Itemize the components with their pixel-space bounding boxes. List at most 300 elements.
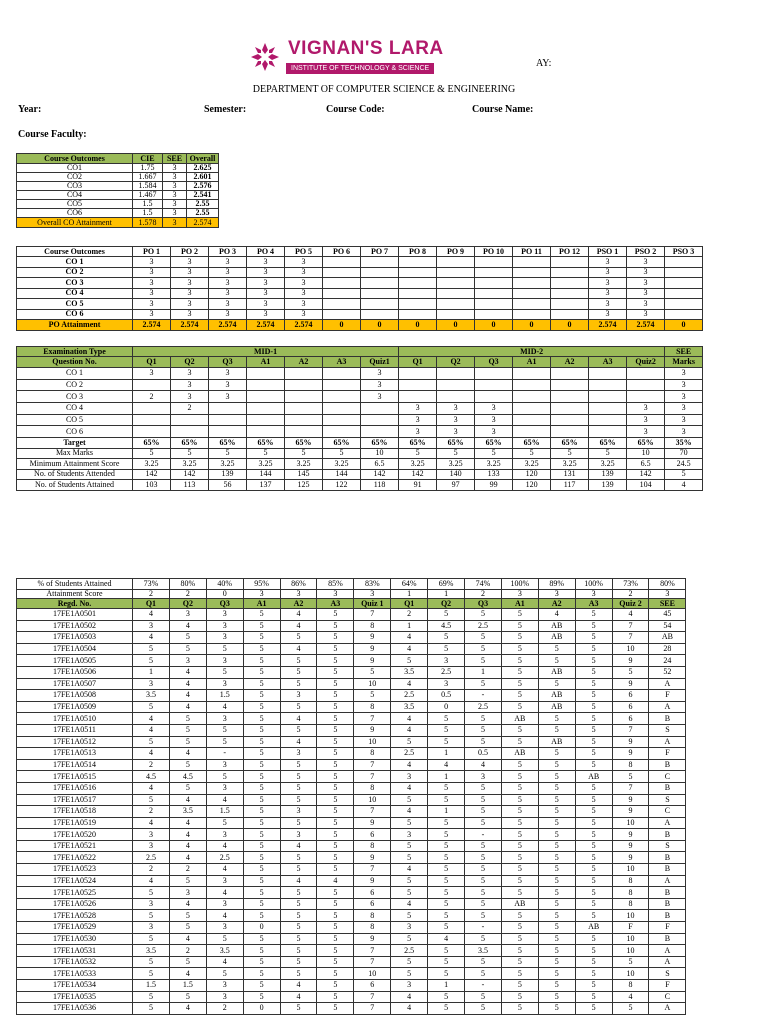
value-cell: 3.25 (437, 459, 475, 470)
mark-cell: 5 (169, 643, 206, 655)
mark-cell: 5 (243, 782, 280, 794)
mark-cell: 9 (612, 852, 649, 864)
mark-cell: 7 (354, 945, 391, 957)
mark-cell: 5 (501, 980, 538, 992)
value-cell: 1.75 (133, 164, 163, 173)
mark-cell: 4 (206, 701, 243, 713)
row-label: CO 2 (17, 379, 133, 391)
mark-cell: 5 (575, 759, 612, 771)
mark-cell: 5 (575, 968, 612, 980)
mark-cell: 5 (428, 794, 465, 806)
mark-cell: 5 (243, 690, 280, 702)
row-label: CO3 (17, 182, 133, 191)
mark-cell: 5 (538, 794, 575, 806)
mark-cell: 3 (391, 980, 428, 992)
mark-cell: 8 (354, 620, 391, 632)
value-cell: 2.574 (247, 320, 285, 331)
value-cell: 0 (665, 320, 703, 331)
mark-cell: 5 (317, 794, 354, 806)
table-row (17, 724, 686, 736)
mark-cell: AB (538, 690, 575, 702)
mark-cell: 5 (133, 968, 170, 980)
mark-cell: 3 (280, 690, 317, 702)
value-cell: 139 (589, 480, 627, 491)
mark-cell: 5 (428, 991, 465, 1003)
header-cell: Course Outcomes (17, 154, 133, 164)
mark-cell: 0 (428, 701, 465, 713)
mark-cell: 7 (354, 1003, 391, 1015)
value-cell: 80% (649, 579, 686, 590)
value-cell: 3 (243, 589, 280, 599)
mark-cell: 45 (649, 609, 686, 621)
mark-cell: 5 (575, 678, 612, 690)
header-cell: A3 (575, 599, 612, 609)
value-cell (437, 391, 475, 403)
regd-no: 17FE1A0535 (17, 991, 133, 1003)
value-cell: 3 (163, 173, 187, 182)
mark-cell: 8 (612, 759, 649, 771)
value-cell: 74% (465, 579, 502, 590)
value-cell (475, 309, 513, 320)
mark-cell: 5 (243, 701, 280, 713)
mark-cell: 3 (133, 898, 170, 910)
header-cell: PO 6 (323, 247, 361, 257)
mark-cell: 24 (649, 655, 686, 667)
value-cell: 3 (627, 299, 665, 310)
mark-cell: 4 (428, 933, 465, 945)
regd-no: 17FE1A0524 (17, 875, 133, 887)
mark-cell: 3 (206, 782, 243, 794)
header-cell: A2 (285, 357, 323, 368)
value-cell (323, 267, 361, 278)
mark-cell: 5 (243, 609, 280, 621)
value-cell: 3 (361, 368, 399, 380)
header-cell: PSO 2 (627, 247, 665, 257)
mark-cell: 5 (465, 933, 502, 945)
value-cell: 100% (575, 579, 612, 590)
value-cell (285, 379, 323, 391)
header-cell: A1 (243, 599, 280, 609)
value-cell: 2.55 (187, 209, 219, 218)
mark-cell: 5 (501, 991, 538, 1003)
mark-cell: 4 (206, 794, 243, 806)
regd-no: 17FE1A0528 (17, 910, 133, 922)
value-cell (475, 288, 513, 299)
value-cell: 137 (247, 480, 285, 491)
row-label: No. of Students Attained (17, 480, 133, 491)
value-cell (437, 257, 475, 268)
value-cell: 3 (589, 278, 627, 289)
mark-cell: 5 (280, 922, 317, 934)
value-cell (475, 368, 513, 380)
mark-cell: 5 (575, 701, 612, 713)
value-cell: 2 (171, 403, 209, 415)
mark-cell: 6 (354, 980, 391, 992)
mark-cell: 5 (280, 864, 317, 876)
value-cell: 139 (209, 469, 247, 480)
value-cell: 3 (285, 267, 323, 278)
value-cell: 104 (627, 480, 665, 491)
mark-cell: 9 (354, 933, 391, 945)
mark-cell: 4 (280, 736, 317, 748)
mark-cell: 2 (169, 945, 206, 957)
value-cell: 131 (551, 469, 589, 480)
mark-cell: 4 (133, 713, 170, 725)
mark-cell: C (649, 771, 686, 783)
value-cell: 3.25 (513, 459, 551, 470)
mark-cell: 5 (206, 968, 243, 980)
header-cell: Marks (665, 357, 703, 368)
value-cell: 2.574 (133, 320, 171, 331)
header-cell: Q1 (133, 599, 170, 609)
value-cell (665, 309, 703, 320)
mark-cell: 8 (612, 980, 649, 992)
value-cell: 3 (627, 267, 665, 278)
mark-cell: 2.5 (428, 666, 465, 678)
value-cell: 120 (513, 469, 551, 480)
header-cell: Regd. No. (17, 599, 133, 609)
mark-cell: 5 (575, 933, 612, 945)
value-cell: 10 (627, 448, 665, 459)
mark-cell: 5 (169, 724, 206, 736)
mark-cell: 1 (428, 806, 465, 818)
value-cell: 142 (171, 469, 209, 480)
mark-cell: 1.5 (206, 806, 243, 818)
mark-cell: 5 (243, 852, 280, 864)
regd-no: 17FE1A0522 (17, 852, 133, 864)
value-cell (665, 267, 703, 278)
po-attainment-row (17, 320, 703, 331)
po-mapping-table (16, 246, 703, 331)
mark-cell: 5 (428, 643, 465, 655)
mark-cell: - (465, 980, 502, 992)
value-cell: 142 (399, 469, 437, 480)
year-label: Year: (18, 104, 42, 115)
mark-cell: AB (538, 736, 575, 748)
value-cell: 3.25 (209, 459, 247, 470)
mark-cell: 5 (501, 782, 538, 794)
regd-no: 17FE1A0516 (17, 782, 133, 794)
mark-cell: 5 (538, 1003, 575, 1015)
header-cell: Quiz 1 (354, 599, 391, 609)
mark-cell: 5 (575, 609, 612, 621)
mark-cell: 5 (169, 736, 206, 748)
mark-cell: A (649, 956, 686, 968)
summary-row (17, 469, 703, 480)
value-cell: 3 (247, 278, 285, 289)
table-row (17, 782, 686, 794)
mark-cell: 9 (612, 655, 649, 667)
mark-cell: 5 (280, 852, 317, 864)
mark-cell: - (465, 829, 502, 841)
mark-cell: 9 (612, 806, 649, 818)
table-row (17, 759, 686, 771)
header-cell: A2 (280, 599, 317, 609)
mark-cell: F (649, 690, 686, 702)
value-cell (323, 368, 361, 380)
mark-cell: 5 (538, 956, 575, 968)
value-cell (589, 379, 627, 391)
mark-cell: 28 (649, 643, 686, 655)
table-row (17, 200, 219, 209)
mark-cell: 5 (465, 875, 502, 887)
value-cell: 65% (361, 438, 399, 449)
value-cell (399, 299, 437, 310)
table-row (17, 956, 686, 968)
attainment-score-row (17, 589, 686, 599)
value-cell (513, 288, 551, 299)
mark-cell: 4 (391, 713, 428, 725)
value-cell: 144 (323, 469, 361, 480)
value-cell: 3 (163, 209, 187, 218)
value-cell: 2 (169, 589, 206, 599)
mark-cell: 7 (354, 864, 391, 876)
table-row (17, 840, 686, 852)
value-cell (247, 403, 285, 415)
value-cell: 70 (665, 448, 703, 459)
value-cell (589, 426, 627, 438)
mark-cell: 3 (206, 759, 243, 771)
value-cell (665, 288, 703, 299)
mark-cell: 4 (206, 887, 243, 899)
value-cell: 65% (209, 438, 247, 449)
mark-cell: 2 (133, 759, 170, 771)
value-cell: 3 (437, 403, 475, 415)
value-cell (589, 391, 627, 403)
regd-no: 17FE1A0518 (17, 806, 133, 818)
mark-cell: 4 (169, 666, 206, 678)
value-cell: 1.5 (133, 209, 163, 218)
header-cell: Examination Type (17, 347, 133, 357)
table-row (17, 278, 703, 289)
value-cell: 6.5 (627, 459, 665, 470)
value-cell: 142 (627, 469, 665, 480)
mark-cell: 5 (317, 898, 354, 910)
mark-cell: 5 (465, 643, 502, 655)
value-cell: 3 (649, 589, 686, 599)
value-cell: 3 (538, 589, 575, 599)
mark-cell: 5 (538, 655, 575, 667)
mark-cell: 5 (501, 666, 538, 678)
mark-cell: 2.5 (465, 701, 502, 713)
value-cell: 3 (285, 299, 323, 310)
mark-cell: 5 (391, 655, 428, 667)
mark-cell: 4 (169, 1003, 206, 1015)
mark-cell: 5 (243, 875, 280, 887)
header-cell: Q2 (169, 599, 206, 609)
mark-cell: 9 (354, 724, 391, 736)
mark-cell: 5 (317, 887, 354, 899)
value-cell (513, 267, 551, 278)
mark-cell: 1.5 (206, 690, 243, 702)
mark-cell: 5 (538, 875, 575, 887)
value-cell: 65% (247, 438, 285, 449)
mark-cell: 5 (501, 806, 538, 818)
mark-cell: 5 (317, 771, 354, 783)
value-cell: 2.55 (187, 200, 219, 209)
mark-cell: 5 (317, 829, 354, 841)
mark-cell: 4 (428, 759, 465, 771)
mark-cell: 2.5 (391, 748, 428, 760)
value-cell (513, 391, 551, 403)
mark-cell: 5 (206, 736, 243, 748)
value-cell: 65% (133, 438, 171, 449)
mark-cell: 4 (280, 980, 317, 992)
mark-cell: 5 (501, 620, 538, 632)
mark-cell: 2 (206, 1003, 243, 1015)
mark-cell: 1 (465, 666, 502, 678)
mark-cell: 52 (649, 666, 686, 678)
header-cell: Q1 (399, 357, 437, 368)
mark-cell: 3 (391, 829, 428, 841)
value-cell: 24.5 (665, 459, 703, 470)
mark-cell: 1 (133, 666, 170, 678)
mark-cell: 5 (465, 817, 502, 829)
value-cell: 3 (209, 379, 247, 391)
header-cell: PO 7 (361, 247, 399, 257)
regd-no: 17FE1A0503 (17, 632, 133, 644)
row-label: CO 4 (17, 403, 133, 415)
table-row (17, 933, 686, 945)
value-cell: 3.25 (323, 459, 361, 470)
regd-no: 17FE1A0514 (17, 759, 133, 771)
row-label: Minimum Attainment Score (17, 459, 133, 470)
row-label: % of Students Attained (17, 579, 133, 590)
row-label: CO2 (17, 173, 133, 182)
regd-no: 17FE1A0529 (17, 922, 133, 934)
value-cell (513, 257, 551, 268)
mark-cell: 4 (206, 910, 243, 922)
see-header: SEE (665, 347, 703, 357)
mark-cell: 5 (501, 910, 538, 922)
mark-cell: 4 (465, 759, 502, 771)
mark-cell: 2.5 (465, 620, 502, 632)
regd-no: 17FE1A0520 (17, 829, 133, 841)
value-cell: 95% (243, 579, 280, 590)
mark-cell: 5 (354, 666, 391, 678)
mark-cell: A (649, 945, 686, 957)
mark-cell: 5 (206, 666, 243, 678)
value-cell: 0 (551, 320, 589, 331)
mark-cell: 5 (317, 736, 354, 748)
mark-cell: 5 (243, 864, 280, 876)
mark-cell: 3 (206, 609, 243, 621)
row-label: CO 5 (17, 414, 133, 426)
value-cell: 139 (589, 469, 627, 480)
mark-cell: 3 (206, 991, 243, 1003)
value-cell (437, 379, 475, 391)
header-cell: A3 (323, 357, 361, 368)
regd-no: 17FE1A0509 (17, 701, 133, 713)
mark-cell: 2 (169, 864, 206, 876)
table-row (17, 1003, 686, 1015)
value-cell (475, 391, 513, 403)
value-cell: 3 (209, 391, 247, 403)
value-cell: 3 (280, 589, 317, 599)
value-cell (247, 368, 285, 380)
mark-cell: A (649, 701, 686, 713)
mark-cell: 5 (538, 724, 575, 736)
mark-cell: 5 (501, 690, 538, 702)
header-cell: PO 11 (513, 247, 551, 257)
mark-cell: 10 (612, 910, 649, 922)
header-cell: Q3 (206, 599, 243, 609)
mark-cell: 4 (133, 724, 170, 736)
value-cell: 3 (437, 414, 475, 426)
mark-cell: 5 (428, 724, 465, 736)
mark-cell: 5 (465, 724, 502, 736)
value-cell: 3 (627, 309, 665, 320)
mark-cell: 4 (169, 678, 206, 690)
mark-cell: - (465, 922, 502, 934)
value-cell (323, 278, 361, 289)
mark-cell: 5 (391, 956, 428, 968)
value-cell (513, 309, 551, 320)
value-cell (551, 403, 589, 415)
row-label: CO 1 (17, 257, 133, 268)
mark-cell: 4 (391, 1003, 428, 1015)
value-cell: 3 (627, 257, 665, 268)
value-cell: 5 (171, 448, 209, 459)
value-cell: 3 (285, 309, 323, 320)
table-row (17, 898, 686, 910)
mark-cell: 5 (133, 910, 170, 922)
row-label: Target (17, 438, 133, 449)
mark-cell: 5 (465, 898, 502, 910)
mark-cell: 6 (354, 887, 391, 899)
mark-cell: 5 (538, 910, 575, 922)
mark-cell: 5 (465, 991, 502, 1003)
mark-cell: 4.5 (169, 771, 206, 783)
value-cell: 3 (133, 257, 171, 268)
mark-cell: 5 (465, 852, 502, 864)
mark-cell: 5 (133, 933, 170, 945)
value-cell: 5 (475, 448, 513, 459)
mark-cell: 5 (133, 794, 170, 806)
mark-cell: 3 (133, 678, 170, 690)
header-cell: PO 9 (437, 247, 475, 257)
value-cell (361, 403, 399, 415)
mark-cell: 5 (428, 910, 465, 922)
summary-row (17, 459, 703, 470)
table-row (17, 945, 686, 957)
mark-cell: 5 (317, 840, 354, 852)
mark-cell: 5 (317, 701, 354, 713)
value-cell: 3 (627, 403, 665, 415)
mid1-header: MID-1 (133, 347, 399, 357)
mark-cell: 4 (169, 898, 206, 910)
mark-cell: 5 (538, 759, 575, 771)
mark-cell: 5 (575, 980, 612, 992)
value-cell (323, 288, 361, 299)
question-row (17, 357, 703, 368)
mark-cell: 5 (317, 748, 354, 760)
mark-cell: 8 (354, 922, 391, 934)
value-cell: 3 (133, 309, 171, 320)
value-cell (513, 426, 551, 438)
mark-cell: 4 (280, 875, 317, 887)
mark-cell: 5 (501, 968, 538, 980)
mark-cell: AB (575, 922, 612, 934)
table-row (17, 875, 686, 887)
value-cell: 5 (513, 448, 551, 459)
header-cell: Quiz1 (361, 357, 399, 368)
mark-cell: 5 (538, 852, 575, 864)
value-cell (323, 379, 361, 391)
table-row (17, 678, 686, 690)
value-cell: 1 (391, 589, 428, 599)
value-cell: 144 (247, 469, 285, 480)
